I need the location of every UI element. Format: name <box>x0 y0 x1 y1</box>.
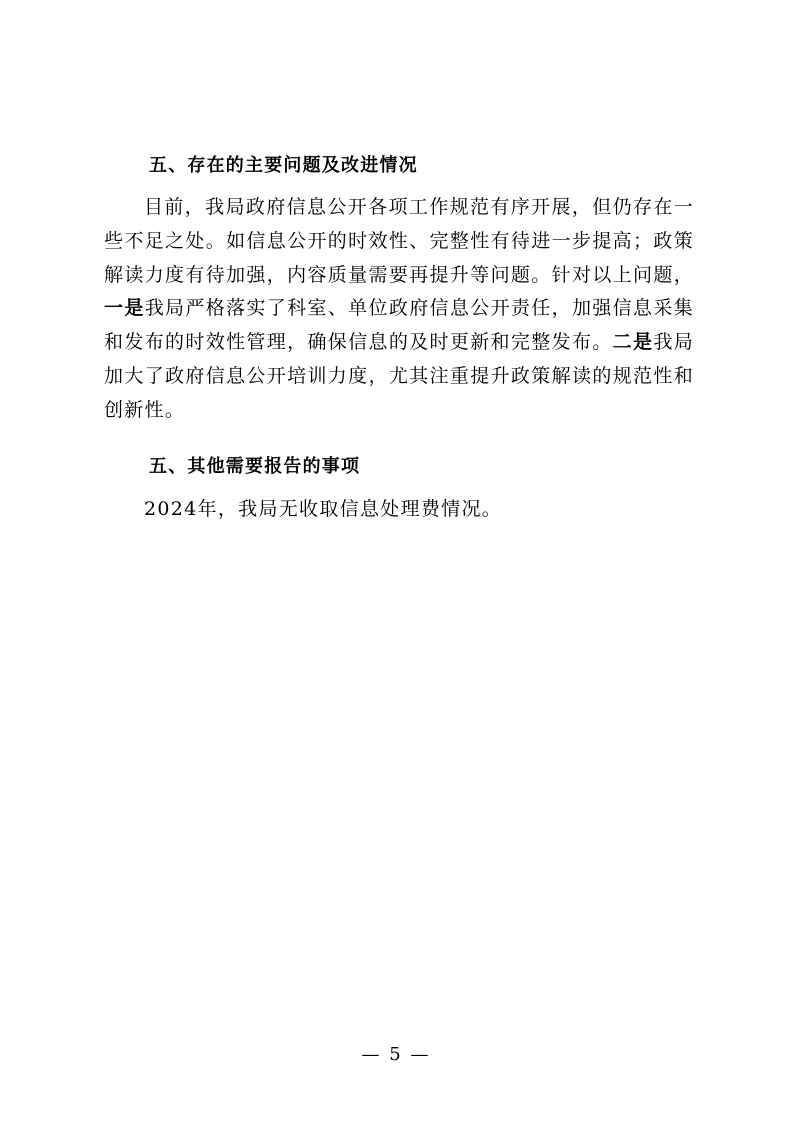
section-paragraph-other-matters: 2024年，我局无收取信息处理费情况。 <box>144 498 503 520</box>
section-paragraph-problems <box>104 191 694 428</box>
section-heading-other-matters: 五、其他需要报告的事项 <box>149 456 361 477</box>
paragraph-text: 目前，我局政府信息公开各项工作规范有序开展，但仍存在一些不足之处。如信息公开的时效性、完整性有待进一步提高；政策解读力度有待加强，内容质量需要再提升等问题。针对以上问题， <box>104 196 694 286</box>
section-heading-problems: 五、存在的主要问题及改进情况 <box>149 155 418 176</box>
emphasis-second: 二是 <box>612 331 654 354</box>
paragraph-text: 我局严格落实了科室、单位政府信息公开责任，加强信息采集和发布的时效性管理，确保信息的及时更新和完整发布。 <box>104 297 694 354</box>
emphasis-first: 一是 <box>104 297 145 320</box>
paragraph-text: 我局加大了政府信息公开培训力度，尤其注重提升政策解读的规范性和创新性。 <box>104 331 694 421</box>
page-number: — 5 — <box>361 1044 431 1065</box>
